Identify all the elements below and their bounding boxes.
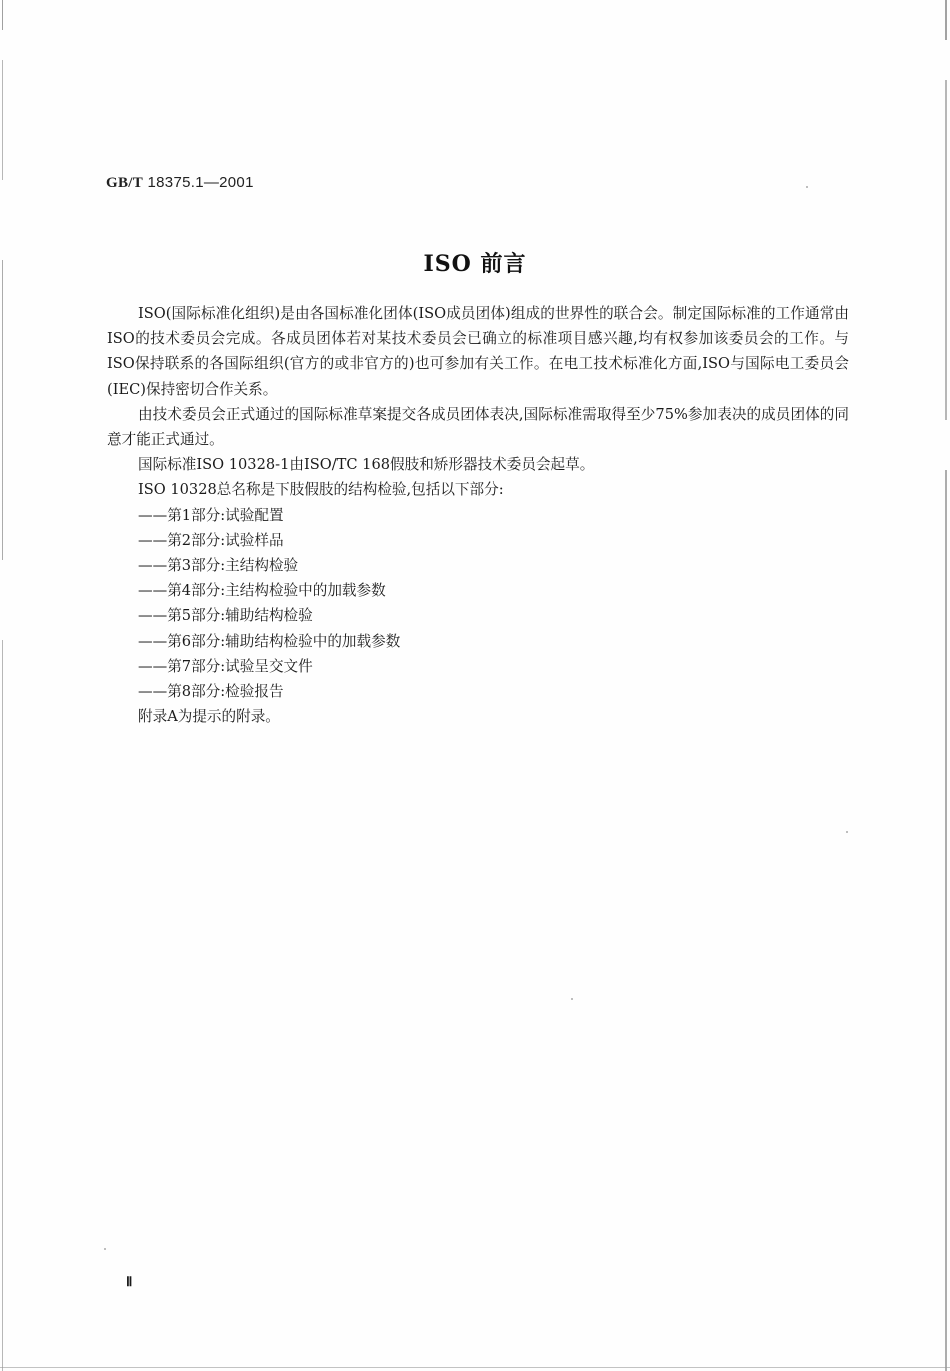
scan-speck bbox=[846, 831, 848, 833]
scan-edge-left bbox=[2, 0, 3, 1371]
paragraph-voting: 由技术委员会正式通过的国际标准草案提交各成员团体表决,国际标准需取得至少75%参加表决的成员团体的同意才能正式通过。 bbox=[107, 405, 849, 449]
list-item: ——第5部分:辅助结构检验 bbox=[138, 607, 313, 625]
paragraph-parts-intro: ISO 10328总名称是下肢假肢的结构检验,包括以下部分: bbox=[138, 481, 504, 499]
page-number: Ⅱ bbox=[126, 1274, 133, 1289]
scan-edge-right bbox=[945, 0, 947, 1371]
list-item: ——第2部分:试验样品 bbox=[138, 531, 284, 549]
list-item: ——第7部分:试验呈交文件 bbox=[138, 657, 313, 675]
page-title: ISO 前言 bbox=[423, 251, 527, 277]
foreword-body bbox=[107, 301, 849, 729]
scan-speck bbox=[571, 998, 573, 1000]
standard-code-number: 18375.1—2001 bbox=[147, 174, 254, 191]
standard-code bbox=[106, 174, 254, 192]
list-item: ——第6部分:辅助结构检验中的加载参数 bbox=[138, 632, 401, 650]
scan-speck bbox=[104, 1248, 106, 1250]
parts-list bbox=[107, 503, 849, 705]
standard-code-prefix: GB/T bbox=[106, 175, 144, 191]
list-item: ——第4部分:主结构检验中的加载参数 bbox=[138, 582, 386, 600]
list-item: ——第1部分:试验配置 bbox=[138, 506, 284, 524]
paragraph-iso-intro: ISO(国际标准化组织)是由各国标准化团体(ISO成员团体)组成的世界性的联合会。制定国际标准的工作通常由ISO的技术委员会完成。各成员团体若对某技术委员会已确立的标准项目感兴趣,均有权参加该委员会的工作。与ISO保持联系的各国际组织(官方的或非官方的)也可参加有关工作。在电工技术标准化方面,ISO与国际电工委员会(IEC)保持密切合作关系。 bbox=[107, 305, 849, 398]
paragraph-drafting: 国际标准ISO 10328-1由ISO/TC 168假肢和矫形器技术委员会起草。 bbox=[138, 456, 595, 474]
list-item: ——第3部分:主结构检验 bbox=[138, 557, 299, 574]
scan-edge-bottom bbox=[0, 1367, 950, 1368]
annex-note: 附录A为提示的附录。 bbox=[138, 708, 280, 726]
scan-speck bbox=[806, 186, 808, 188]
list-item: ——第8部分:检验报告 bbox=[138, 682, 284, 700]
